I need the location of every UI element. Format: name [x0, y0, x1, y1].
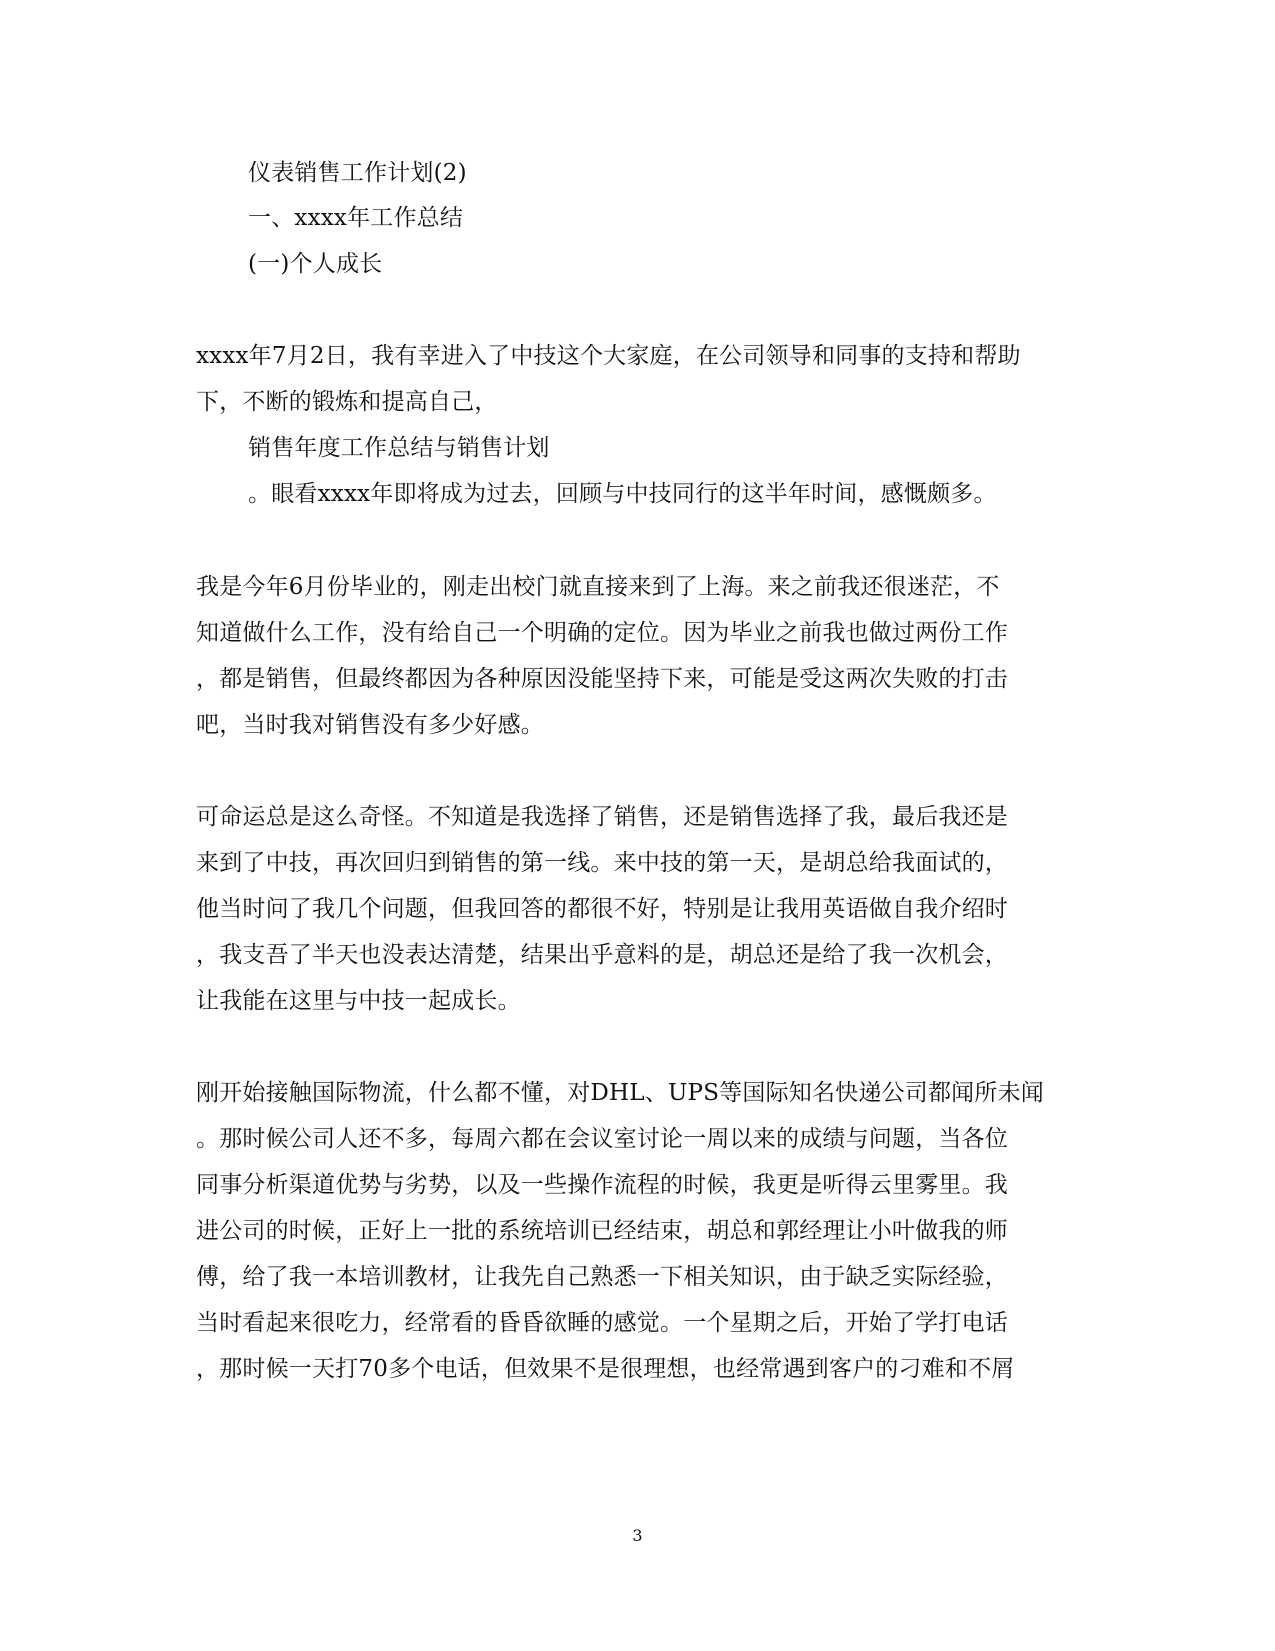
paragraph-line: 进公司的时候，正好上一批的系统培训已经结束，胡总和郭经理让小叶做我的师 — [196, 1218, 1008, 1244]
paragraph-line: 刚开始接触国际物流，什么都不懂，对DHL、UPS等国际知名快递公司都闻所未闻 — [196, 1080, 1044, 1106]
paragraph-line: xxxx年7月2日，我有幸进入了中技这个大家庭，在公司领导和同事的支持和帮助 — [196, 343, 1021, 369]
paragraph-line: ，都是销售，但最终都因为各种原因没能坚持下来，可能是受这两次失败的打击 — [196, 666, 1008, 692]
paragraph-line: 当时看起来很吃力，经常看的昏昏欲睡的感觉。一个星期之后，开始了学打电话 — [196, 1310, 1008, 1336]
paragraph-line: 下，不断的锻炼和提高自己， — [196, 389, 498, 415]
paragraph-line: 吧，当时我对销售没有多少好感。 — [196, 712, 544, 738]
paragraph-line: 同事分析渠道优势与劣势，以及一些操作流程的时候，我更是听得云里雾里。我 — [196, 1172, 1008, 1198]
paragraph-line: 销售年度工作总结与销售计划 — [248, 435, 550, 461]
page-number: 3 — [632, 1526, 643, 1545]
paragraph-line: 可命运总是这么奇怪。不知道是我选择了销售，还是销售选择了我，最后我还是 — [196, 804, 1008, 830]
paragraph-line: 知道做什么工作，没有给自己一个明确的定位。因为毕业之前我也做过两份工作 — [196, 620, 1008, 646]
paragraph-line: 傅，给了我一本培训教材，让我先自己熟悉一下相关知识，由于缺乏实际经验， — [196, 1264, 1008, 1290]
paragraph-line: 。眼看xxxx年即将成为过去，回顾与中技同行的这半年时间，感慨颇多。 — [248, 481, 997, 507]
paragraph-line: 来到了中技，再次回归到销售的第一线。来中技的第一天，是胡总给我面试的， — [196, 850, 1008, 876]
paragraph-line: 他当时问了我几个问题，但我回答的都很不好，特别是让我用英语做自我介绍时 — [196, 896, 1008, 922]
paragraph-line: 让我能在这里与中技一起成长。 — [196, 988, 521, 1014]
paragraph-line: 。那时候公司人还不多，每周六都在会议室讨论一周以来的成绩与问题，当各位 — [196, 1126, 1008, 1152]
paragraph-line: ，我支吾了半天也没表达清楚，结果出乎意料的是，胡总还是给了我一次机会， — [196, 942, 1008, 968]
section-heading: 一、xxxx年工作总结 — [248, 205, 464, 231]
paragraph-line: ，那时候一天打70多个电话，但效果不是很理想，也经常遇到客户的刁难和不屑 — [196, 1356, 1015, 1382]
paragraph-line: 我是今年6月份毕业的，刚走出校门就直接来到了上海。来之前我还很迷茫，不 — [196, 574, 1000, 600]
subsection-heading: (一)个人成长 — [248, 251, 383, 277]
doc-title: 仪表销售工作计划(2) — [248, 160, 467, 186]
